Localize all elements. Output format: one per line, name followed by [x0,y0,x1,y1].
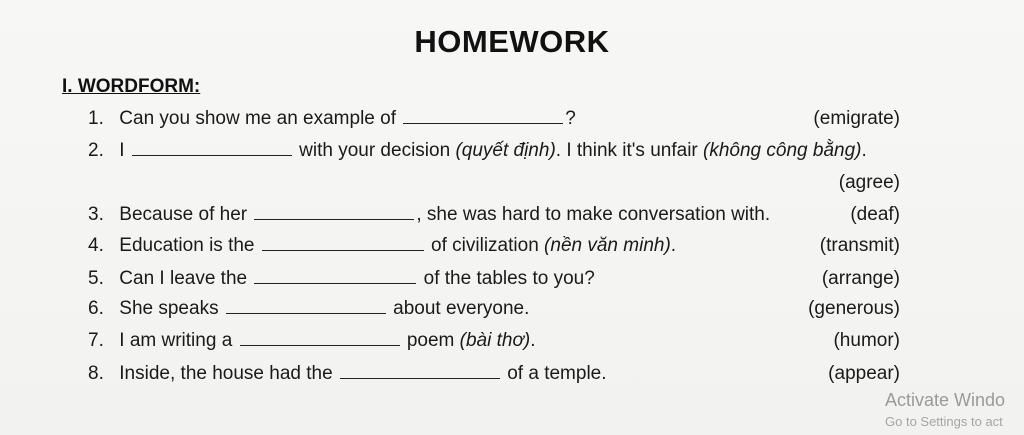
sentence-continued: . I think it's unfair [555,140,698,161]
answer-blank[interactable] [403,122,563,124]
exercise-row-6 [88,297,900,321]
sentence-end: , she was hard to make conversation with. [416,204,771,225]
sentence-end: about everyone. [393,298,530,319]
sentence-start: She speaks [119,298,219,319]
translation-note: (bài thơ) [459,330,531,351]
word-hint: (humor) [833,330,900,351]
row-number: 1. [88,108,104,129]
sentence-end: with your decision [299,140,451,161]
row-number: 7. [88,330,104,351]
sentence-start: Can I leave the [119,268,248,289]
answer-blank[interactable] [340,377,500,379]
row-number: 2. [88,140,104,161]
answer-blank[interactable] [254,218,414,220]
answer-blank[interactable] [262,249,424,251]
row-number: 5. [88,268,104,289]
sentence-end: ? [565,108,576,129]
answer-blank[interactable] [132,154,292,156]
word-hint: (agree) [838,172,900,193]
sentence-end: poem [406,330,455,351]
answer-blank[interactable] [254,282,416,284]
sentence-period: . [530,330,536,351]
sentence-start: Inside, the house had the [119,363,333,384]
sentence-period: . [670,235,677,256]
word-hint: (generous) [808,298,900,319]
sentence-end: of a temple. [507,363,607,384]
exercise-row-7 [88,329,900,353]
word-hint: (deaf) [850,204,900,225]
sentence-period: . [861,140,867,161]
page-title: HOMEWORK [414,24,610,59]
translation-note: (nền văn minh) [544,235,671,256]
sentence-start: I [119,140,125,161]
sentence-start: I am writing a [119,330,233,351]
activation-watermark-subtitle: Go to Settings to act [885,414,1003,429]
exercise-row-1 [88,107,900,131]
row-number: 6. [88,298,104,319]
translation-note: (không công bằng) [703,140,862,161]
sentence-end: of the tables to you? [423,268,595,289]
row-number: 8. [88,363,104,384]
answer-blank[interactable] [226,312,386,314]
word-hint: (arrange) [821,268,900,289]
activation-watermark-title: Activate Windo [885,390,1006,410]
sentence-start: Education is the [119,235,255,256]
row-number: 4. [88,235,104,256]
exercise-row-2 [88,139,900,163]
section-heading: I. WORDFORM: [62,76,201,97]
exercise-row-5 [88,267,900,291]
row-number: 3. [88,204,104,225]
sentence-start: Can you show me an example of [119,108,396,129]
exercise-row-3 [88,203,900,227]
answer-blank[interactable] [240,344,400,346]
exercise-row-4 [88,234,900,258]
translation-note: (quyết định) [455,140,556,161]
sentence-end: of civilization [431,235,539,256]
exercise-row-8 [88,362,900,386]
sentence-start: Because of her [119,204,248,225]
word-hint: (transmit) [819,235,900,256]
word-hint: (appear) [828,363,900,384]
word-hint: (emigrate) [813,108,900,129]
